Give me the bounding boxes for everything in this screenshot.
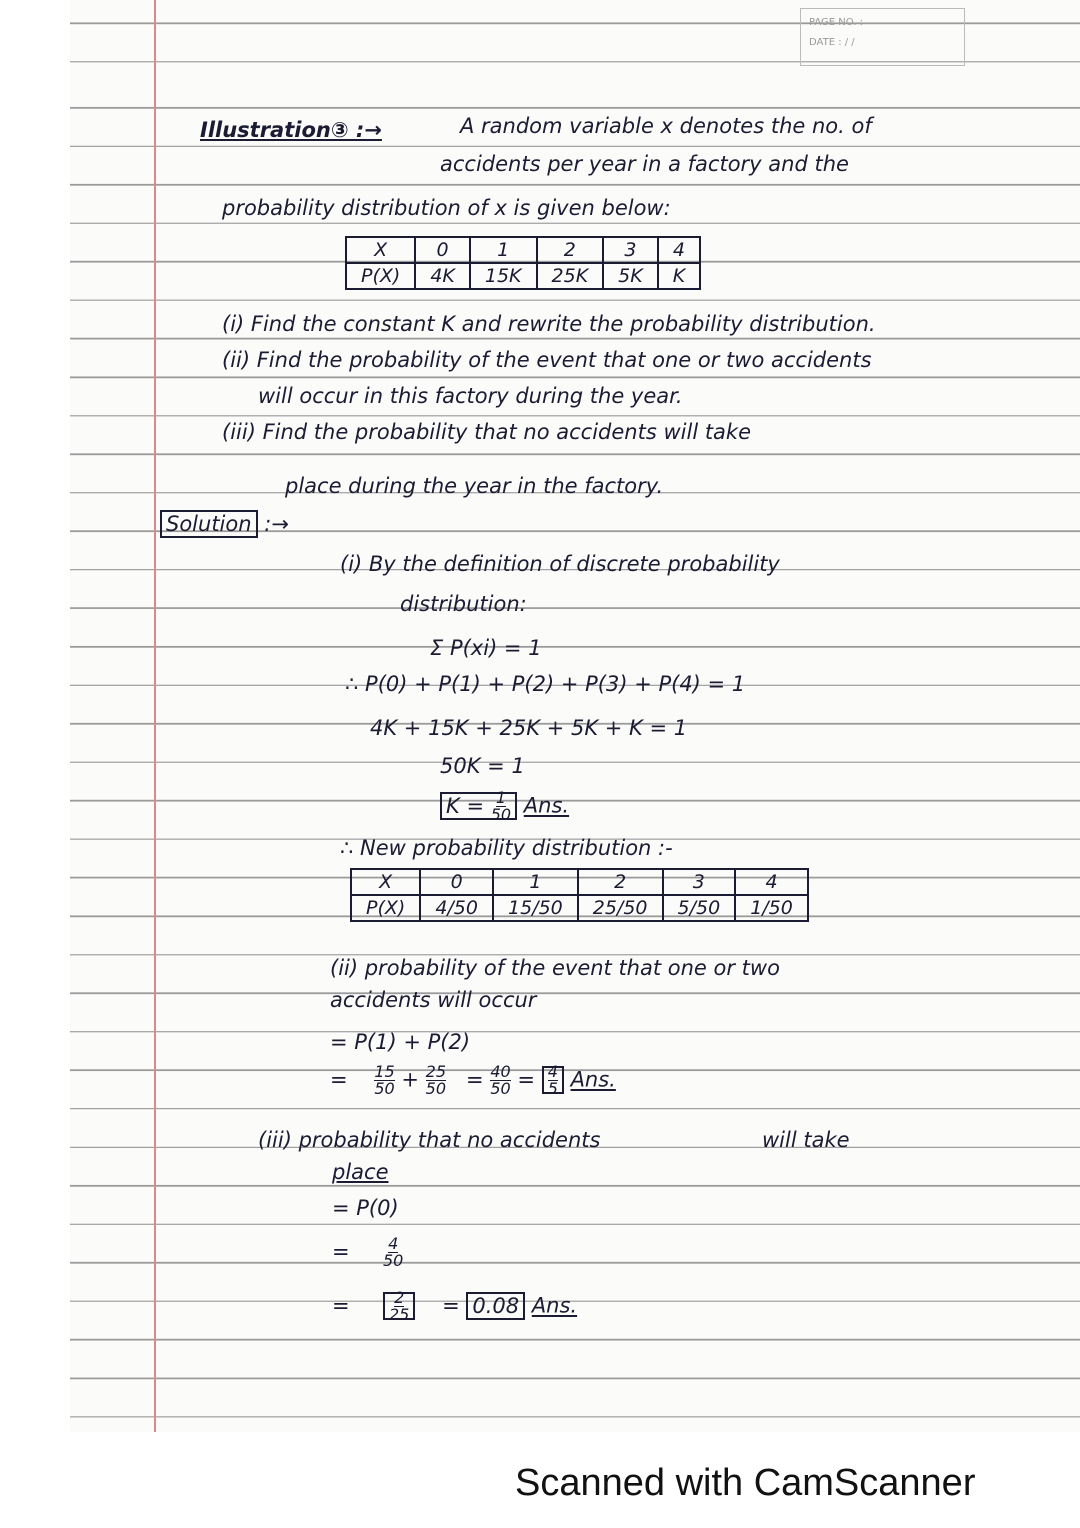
equals: =	[330, 1067, 348, 1092]
table-cell: 4/50	[420, 895, 493, 921]
fraction-answer-box	[383, 1288, 415, 1324]
table-cell: 1/50	[735, 895, 808, 921]
page-header-box	[800, 8, 965, 66]
new-distribution-heading: ∴ New probability distribution :-	[340, 836, 673, 860]
question-line-1: A random variable x denotes the no. of	[460, 114, 872, 138]
table-cell: 0	[415, 237, 470, 263]
table-cell: 5/50	[663, 895, 736, 921]
page-edge	[0, 0, 70, 1432]
given-distribution-table	[345, 236, 701, 290]
ans-label: Ans.	[531, 1293, 578, 1318]
equals: =	[332, 1239, 350, 1264]
frac-den: 50	[374, 1079, 395, 1098]
table-cell: 3	[603, 237, 658, 263]
table-header-cell: P(X)	[351, 895, 420, 921]
expanded-equation: ∴ P(0) + P(1) + P(2) + P(3) + P(4) = 1	[345, 672, 746, 696]
question-part-iii-a: (iii) Find the probability that no accidents will take	[222, 420, 752, 444]
page-no-label: PAGE NO. :	[809, 17, 863, 28]
table-header-cell: X	[351, 869, 420, 895]
solution-iii-c: = P(0)	[332, 1196, 399, 1220]
equals: =	[517, 1067, 535, 1092]
question-part-ii-a: (ii) Find the probability of the event that one or two accidents	[222, 348, 872, 372]
frac-num: 40	[490, 1062, 511, 1081]
frac-num: 25	[425, 1062, 447, 1081]
table-cell: 5K	[603, 263, 658, 289]
frac-num: 4	[547, 1062, 558, 1081]
table-cell: 2	[537, 237, 604, 263]
equals: =	[466, 1067, 484, 1092]
frac-num: 15	[374, 1062, 395, 1081]
solution-iii-a: (iii) probability that no accidents	[258, 1128, 601, 1152]
total-equation: 50K = 1	[440, 754, 525, 778]
table-cell: 15K	[470, 263, 537, 289]
solution-ii-c: = P(1) + P(2)	[330, 1030, 471, 1054]
table-cell: 25K	[537, 263, 604, 289]
sum-equation: Σ P(xi) = 1	[430, 636, 542, 660]
table-cell: 1	[493, 869, 578, 895]
table-cell: 4K	[415, 263, 470, 289]
table-header-cell: P(X)	[346, 263, 415, 289]
question-part-i: (i) Find the constant K and rewrite the probability distribution.	[222, 312, 876, 336]
frac-den: 25	[389, 1305, 410, 1324]
table-cell: K	[658, 263, 700, 289]
frac-num: 1	[495, 788, 506, 807]
margin-line	[154, 0, 156, 1432]
table-cell: 4	[658, 237, 700, 263]
question-part-ii-b: will occur in this factory during the year.	[258, 384, 683, 408]
substituted-equation: 4K + 15K + 25K + 5K + K = 1	[370, 716, 688, 740]
decimal-answer-box: 0.08	[466, 1292, 525, 1320]
frac-den: 5	[547, 1079, 558, 1098]
k-lhs: K =	[446, 793, 485, 818]
k-answer-box	[440, 788, 517, 824]
table-cell: 15/50	[493, 895, 578, 921]
frac-den: 50	[425, 1079, 447, 1098]
frac-den: 50	[383, 1251, 404, 1270]
plus: +	[401, 1067, 419, 1092]
ans-label: Ans.	[570, 1067, 616, 1092]
solution-label: Solution	[160, 510, 258, 538]
solution-i-b: distribution:	[400, 592, 527, 616]
frac-num: 2	[394, 1288, 405, 1307]
question-line-2: accidents per year in a factory and the	[440, 152, 849, 176]
solution-arrow: :→	[264, 512, 289, 536]
table-cell: 3	[663, 869, 736, 895]
question-line-3: probability distribution of x is given below:	[222, 196, 671, 220]
question-part-iii-b: place during the year in the factory.	[285, 474, 664, 498]
solution-ii-b: accidents will occur	[330, 988, 537, 1012]
camscanner-watermark: Scanned with CamScanner	[515, 1462, 976, 1504]
solution-iii-a2: will take	[762, 1128, 850, 1152]
frac-num: 4	[388, 1234, 399, 1253]
equals: =	[442, 1293, 460, 1318]
illustration-title: Illustration③ :→	[200, 118, 382, 142]
table-cell: 25/50	[578, 895, 663, 921]
date-label: DATE : / /	[809, 37, 855, 48]
equals: =	[332, 1293, 350, 1318]
table-cell: 2	[578, 869, 663, 895]
table-cell: 4	[735, 869, 808, 895]
new-distribution-table	[350, 868, 809, 922]
frac-den: 50	[490, 805, 512, 824]
frac-den: 50	[490, 1079, 511, 1098]
solution-ii-a: (ii) probability of the event that one or two	[330, 956, 780, 980]
table-header-cell: X	[346, 237, 415, 263]
ii-answer-box	[542, 1062, 564, 1098]
table-cell: 1	[470, 237, 537, 263]
table-cell: 0	[420, 869, 493, 895]
ans-label: Ans.	[523, 793, 570, 818]
solution-iii-b: place	[332, 1160, 389, 1184]
solution-i-a: (i) By the definition of discrete probability	[340, 552, 780, 576]
